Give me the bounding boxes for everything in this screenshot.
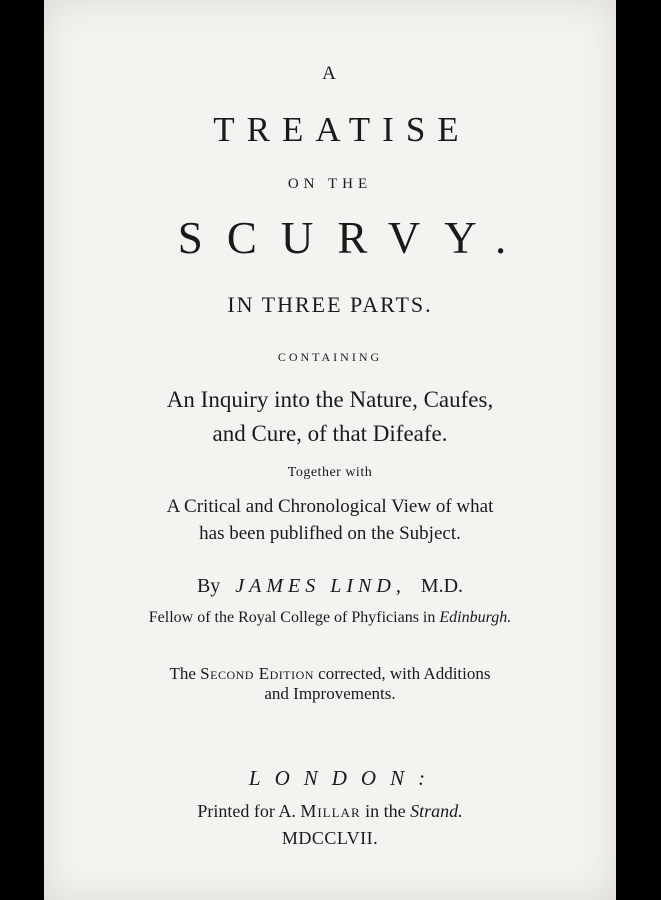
edition-line-1 bbox=[44, 665, 616, 682]
imprint-printed-for: Printed for A. bbox=[197, 801, 296, 821]
imprint-street: Strand. bbox=[410, 801, 463, 821]
title-article: A bbox=[322, 63, 338, 84]
author-by: By bbox=[196, 575, 221, 597]
imprint-printer: Millar bbox=[300, 801, 361, 821]
edition-line-2: and Improvements. bbox=[264, 684, 396, 703]
title-page bbox=[44, 0, 616, 900]
imprint-in-the: in the bbox=[365, 801, 406, 821]
fellowship-line bbox=[44, 610, 616, 626]
critical-view-line-2: has been publifhed on the Subject. bbox=[199, 523, 461, 544]
edition-rest: corrected, with Additions bbox=[318, 664, 491, 683]
critical-view-line-1: A Critical and Chronological View of what bbox=[166, 496, 494, 517]
author-degree: M.D. bbox=[420, 575, 464, 597]
imprint-printer-line bbox=[44, 802, 616, 820]
title-subject: SCURVY. bbox=[177, 213, 531, 263]
fellowship-text: Fellow of the Royal College of Phyficians in bbox=[148, 609, 436, 626]
inquiry-line-2: and Cure, of that Difeafe. bbox=[212, 421, 448, 446]
title-on-the: ON THE bbox=[287, 176, 373, 192]
containing-label: CONTAINING bbox=[277, 350, 383, 364]
imprint-city: LONDON: bbox=[248, 766, 440, 790]
edition-name: Second Edition bbox=[200, 664, 314, 683]
parts-heading: IN THREE PARTS. bbox=[227, 292, 433, 317]
fellowship-place: Edinburgh. bbox=[439, 609, 512, 626]
author-line bbox=[44, 576, 616, 596]
imprint-year: MDCCLVII. bbox=[281, 828, 379, 848]
edition-the: The bbox=[169, 664, 196, 683]
title-main: TREATISE bbox=[213, 110, 471, 149]
inquiry-line-1: An Inquiry into the Nature, Caufes, bbox=[166, 387, 494, 412]
author-name: JAMES LIND, bbox=[235, 575, 406, 597]
together-with-label: Together with bbox=[287, 465, 373, 480]
